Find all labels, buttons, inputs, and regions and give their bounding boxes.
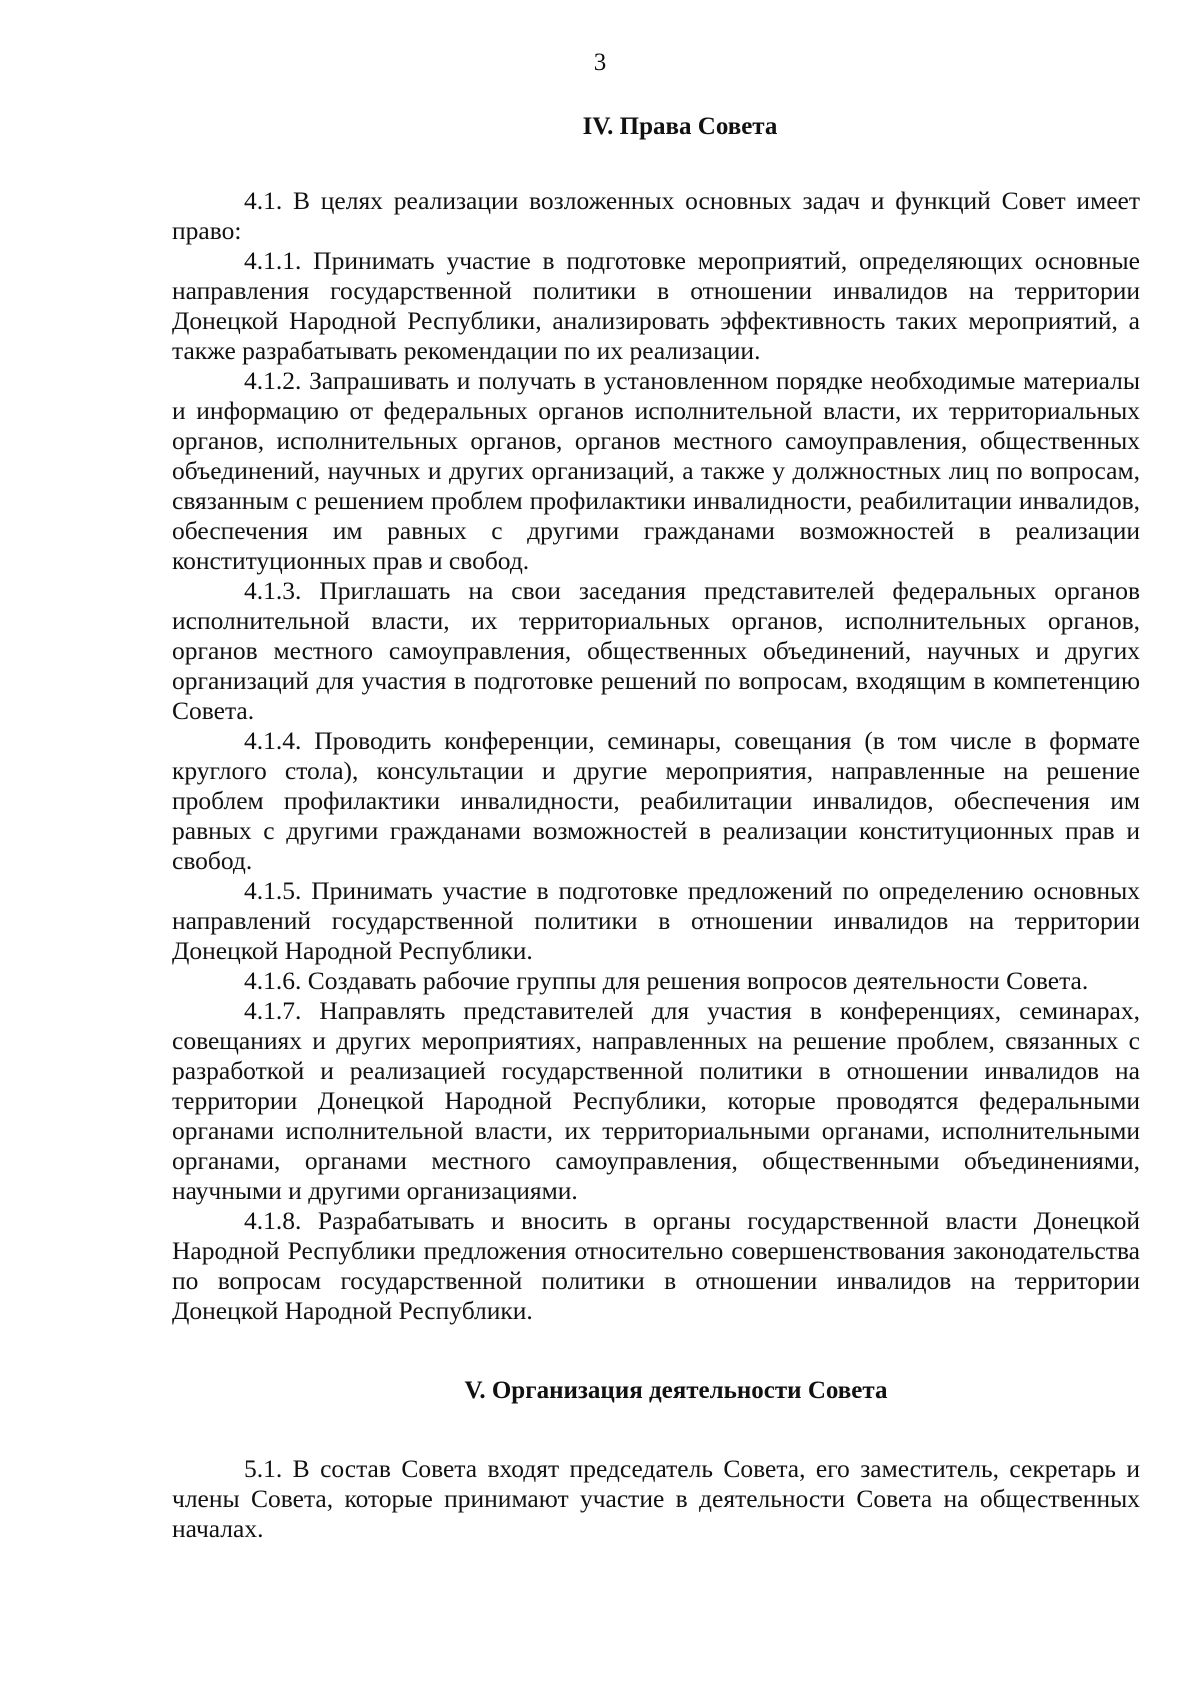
paragraph-4-1-7: 4.1.7. Направлять представителей для участия в конференциях, семинарах, совещаниях и других мероприятиях, направленных на решение проблем, связанных с разработкой и реализацией государственной политики в отношении инвалидов на территории Донецкой Народной Республики, которые проводятся федеральными органами исполнительной власти, их территориальными органами, исполнительными органами, органами местного самоуправления, общественными объединениями, научными и другими организациями. bbox=[172, 996, 1140, 1205]
document-body bbox=[172, 112, 1140, 1544]
paragraph-4-1-8: 4.1.8. Разрабатывать и вносить в органы государственной власти Донецкой Народной Республики предложения относительно совершенствования законодательства по вопросам государственной политики в отношении инвалидов на территории Донецкой Народной Республики. bbox=[172, 1206, 1140, 1325]
section-4-title: IV. Права Совета bbox=[582, 113, 778, 140]
paragraph-5-1: 5.1. В состав Совета входят председатель Совета, его заместитель, секретарь и члены Совета, которые принимают участие в деятельности Совета на общественных началах. bbox=[172, 1454, 1140, 1543]
paragraph-4-1: 4.1. В целях реализации возложенных основных задач и функций Совет имеет право: bbox=[172, 186, 1140, 245]
section-5-title: V. Организация деятельности Совета bbox=[464, 1377, 888, 1404]
paragraph-4-1-1: 4.1.1. Принимать участие в подготовке мероприятий, определяющих основные направления государственной политики в отношении инвалидов на территории Донецкой Народной Республики, анализировать эффективность таких мероприятий, а также разрабатывать рекомендации по их реализации. bbox=[172, 246, 1140, 365]
page-number: 3 bbox=[593, 49, 607, 76]
paragraph-4-1-2: 4.1.2. Запрашивать и получать в установленном порядке необходимые материалы и информацию от федеральных органов исполнительной власти, их территориальных органов, исполнительных органов, органов местного самоуправления, общественных объединений, научных и других организаций, а также у должностных лиц по вопросам, связанным с решением проблем профилактики инвалидности, реабилитации инвалидов, обеспечения им равных с другими гражданами возможностей в реализации конституционных прав и свобод. bbox=[172, 366, 1140, 575]
paragraph-4-1-4: 4.1.4. Проводить конференции, семинары, совещания (в том числе в формате круглого стола), консультации и другие мероприятия, направленные на решение проблем профилактики инвалидности, реабилитации инвалидов, обеспечения им равных с другими гражданами возможностей в реализации конституционных прав и свобод. bbox=[172, 726, 1140, 875]
paragraph-4-1-5: 4.1.5. Принимать участие в подготовке предложений по определению основных направлений государственной политики в отношении инвалидов на территории Донецкой Народной Республики. bbox=[172, 876, 1140, 965]
paragraph-4-1-3: 4.1.3. Приглашать на свои заседания представителей федеральных органов исполнительной власти, их территориальных органов, исполнительных органов, органов местного самоуправления, общественных объединений, научных и других организаций для участия в подготовке решений по вопросам, входящим в компетенцию Совета. bbox=[172, 576, 1140, 725]
paragraph-4-1-6: 4.1.6. Создавать рабочие группы для решения вопросов деятельности Совета. bbox=[244, 966, 1089, 995]
